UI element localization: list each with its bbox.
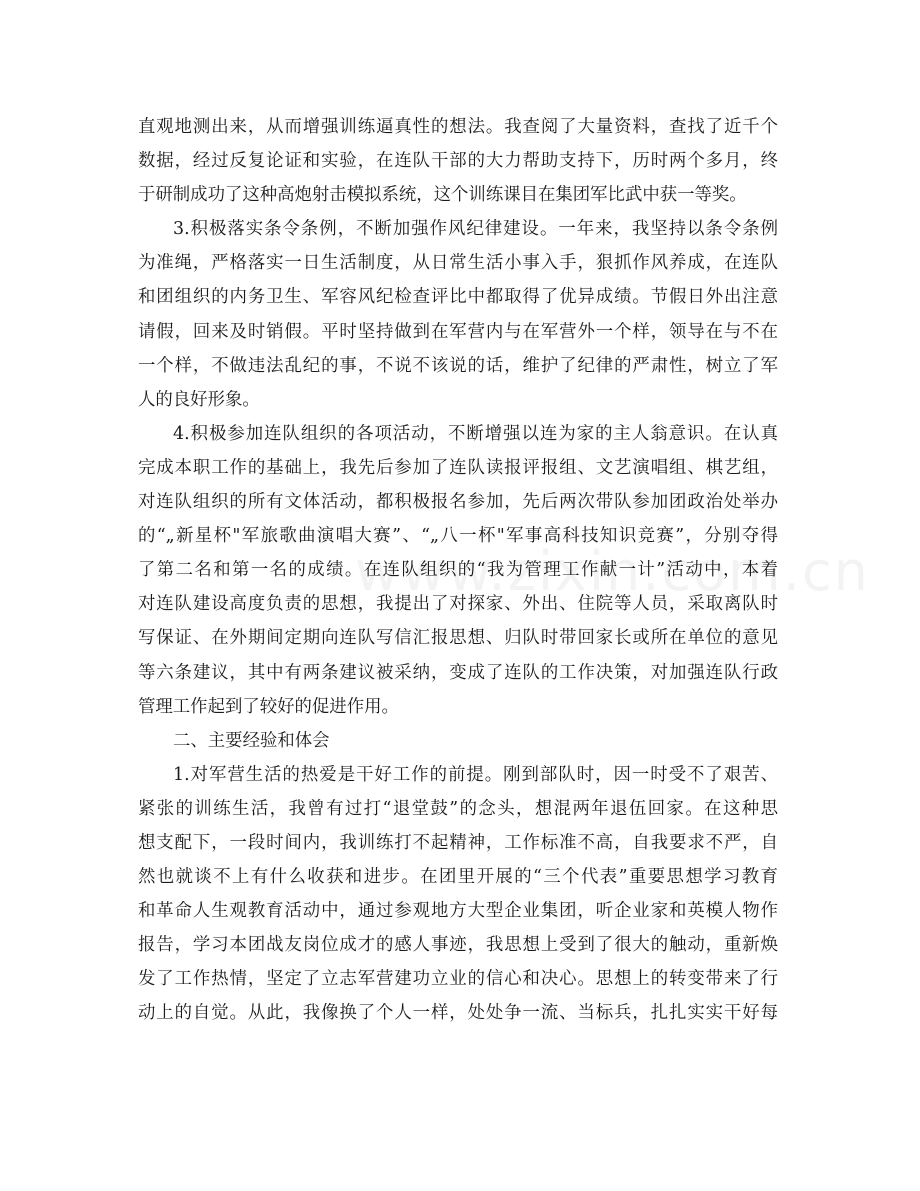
text-line: 发了工作热情，坚定了立志军营建功立业的信心和决心。思想上的转变带来了行 [138, 969, 778, 990]
text-line: 一个样，不做违法乱纪的事，不说不该说的话，维护了纪律的严肃性，树立了军 [138, 355, 778, 376]
text-line: 想支配下，一段时间内，我训练打不起精神，工作标准不高，自我要求不严，自 [138, 832, 778, 853]
text-line: 对连队建设高度负责的思想，我提出了对探家、外出、住院等人员，采取离队时 [138, 594, 778, 615]
text-line: 了第二名和第一名的成绩。在连队组织的“我为管理工作献一计”活动中，本着 [138, 560, 778, 581]
text-line: 对连队组织的所有文体活动，都积极报名参加，先后两次带队参加团政治处举办 [138, 492, 778, 513]
text-line: 直观地测出来，从而增强训练逼真性的想法。我查阅了大量资料，查找了近千个 [138, 117, 778, 137]
text-line: 完成本职工作的基础上，我先后参加了连队读报评报组、文艺演唱组、棋艺组， [138, 457, 778, 478]
text-line: 3.积极落实条令条例，不断加强作风纪律建设。一年来，我坚持以条令条例 [173, 219, 778, 240]
text-line: 报告，学习本团战友岗位成才的感人事迹，我思想上受到了很大的触动，重新焕 [138, 935, 778, 956]
text-line: 人的良好形象。 [138, 389, 260, 410]
text-line: 然也就谈不上有什么收获和进步。在团里开展的“三个代表”重要思想学习教育 [138, 867, 778, 888]
text-line: 和革命人生观教育活动中，通过参观地方大型企业集团，听企业家和英模人物作 [138, 901, 778, 922]
text-line: 为准绳，严格落实一日生活制度，从日常生活小事入手，狠抓作风养成，在连队 [138, 253, 778, 274]
text-line: 于研制成功了这种高炮射击模拟系统，这个训练课目在集团军比武中获一等奖。 [138, 185, 747, 206]
text-line: 动上的自觉。从此，我像换了个人一样，处处争一流、当标兵，扎扎实实干好每 [138, 1003, 778, 1024]
text-line: 管理工作起到了较好的促进作用。 [138, 696, 399, 717]
text-line: 的“„新星杯"军旅歌曲演唱大赛”、“„八一杯"军事高科技知识竞赛”，分别夺得 [138, 526, 778, 547]
text-line: 紧张的训练生活，我曾有过打“退堂鼓”的念头，想混两年退伍回家。在这种思 [138, 798, 778, 819]
text-line: 1.对军营生活的热爱是干好工作的前提。刚到部队时，因一时受不了艰苦、 [173, 764, 778, 785]
text-line: 等六条建议，其中有两条建议被采纳，变成了连队的工作决策，对加强连队行政 [138, 662, 778, 683]
body-text [138, 110, 778, 1031]
text-line: 请假，回来及时销假。平时坚持做到在军营内与在军营外一个样，领导在与不在 [138, 321, 778, 342]
text-line: 4.积极参加连队组织的各项活动，不断增强以连为家的主人翁意识。在认真 [173, 423, 778, 444]
text-line: 数据，经过反复论证和实验，在连队干部的大力帮助支持下，历时两个多月，终 [138, 151, 778, 172]
text-line: 写保证、在外期间定期向连队写信汇报思想、归队时带回家长或所在单位的意见 [138, 628, 778, 649]
section-heading: 二、主要经验和体会 [173, 730, 330, 751]
text-line: 和团组织的内务卫生、军容风纪检查评比中都取得了优异成绩。节假日外出注意 [138, 287, 778, 308]
